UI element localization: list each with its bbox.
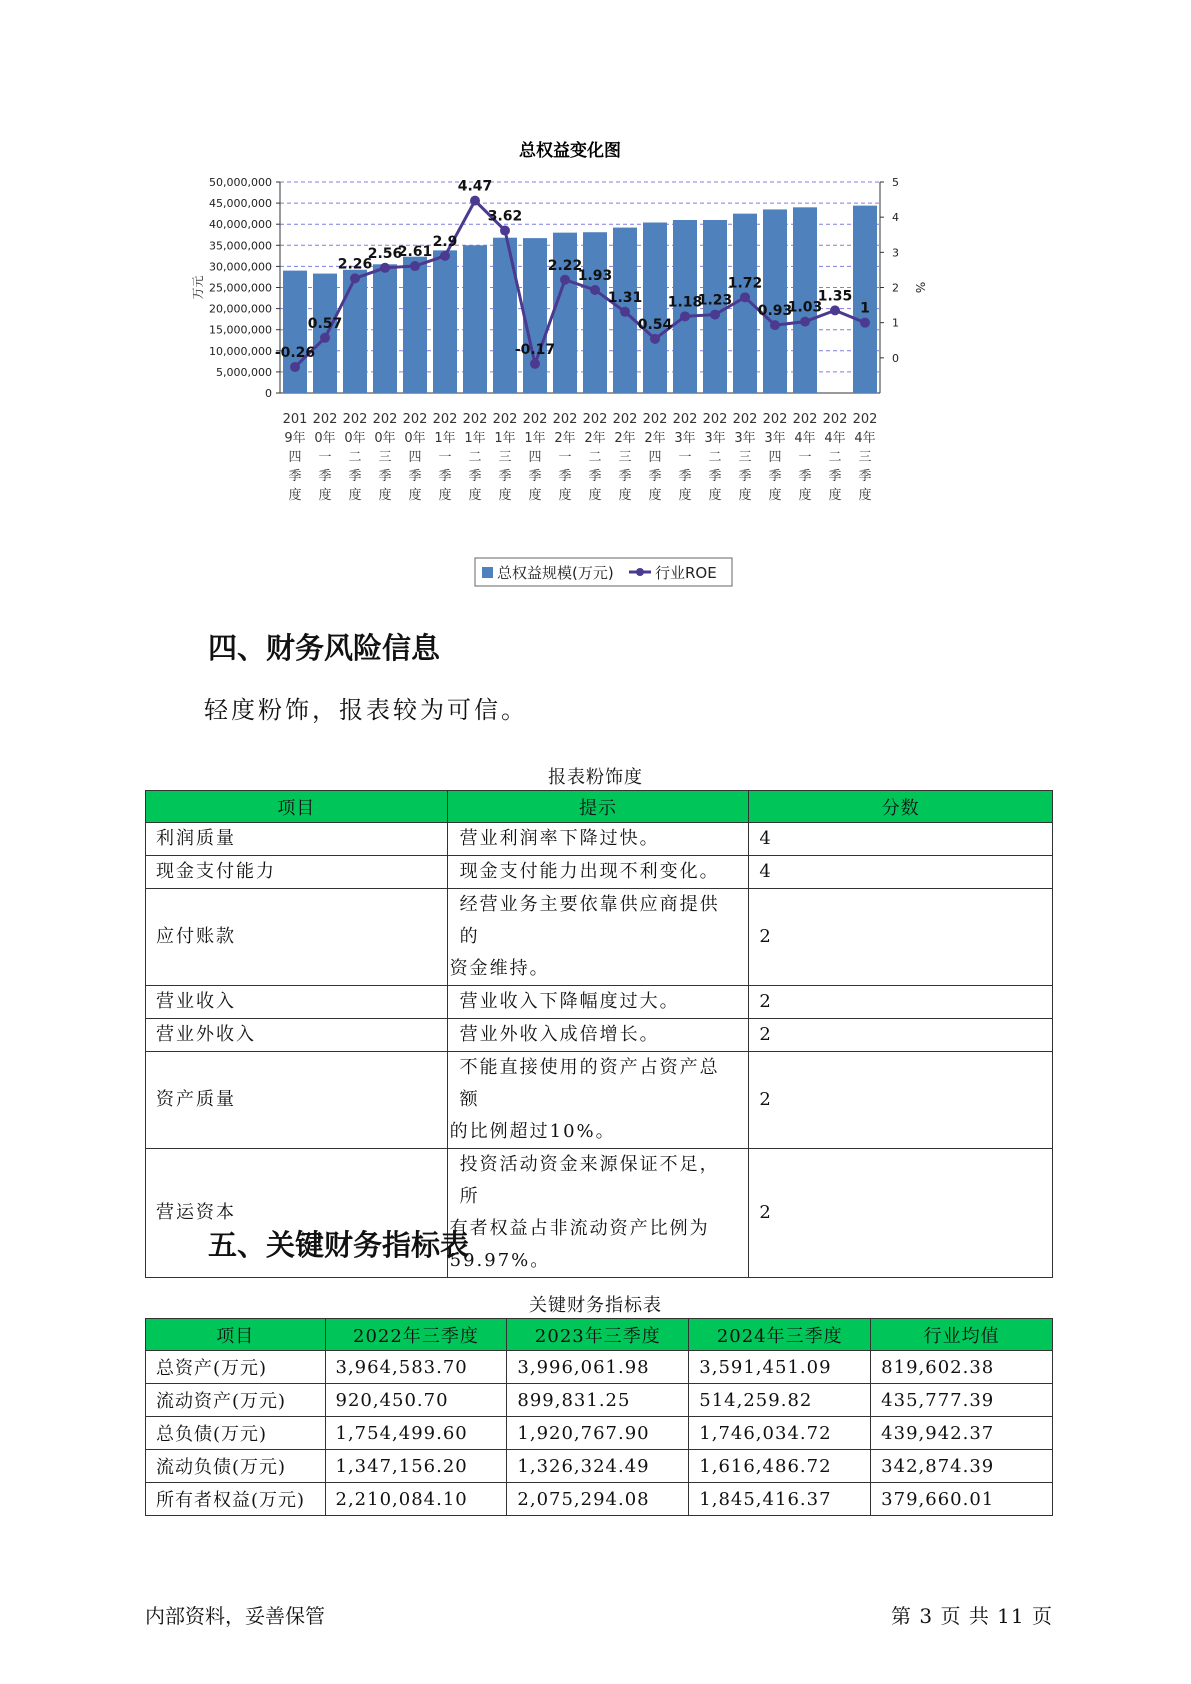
t1-row [146,1019,1053,1052]
x-tick-label: 202 [402,412,428,427]
whitewash-table [145,790,1053,1278]
t2-header: 行业均值 [871,1319,1053,1351]
footer-note: 内部资料，妥善保管 [145,1604,325,1628]
roe-data-label: -0.26 [274,344,316,361]
t2-value: 3,591,451.09 [689,1351,871,1384]
bar [643,223,667,393]
x-tick-label: 202 [792,412,818,427]
x-tick-label: 4年 [824,431,846,446]
roe-data-label: 1.31 [607,289,643,306]
roe-point [290,362,300,372]
roe-data-label: -0.17 [514,341,556,358]
t1-score: 2 [749,889,1053,986]
right-axis-name: % [913,281,927,294]
t2-value: 1,754,499.60 [325,1417,507,1450]
x-tick-label: 度 [738,488,752,503]
x-tick-label: 季 [438,469,452,484]
roe-point [470,196,480,206]
x-tick-label: 季 [468,469,482,484]
t1-hint-line: 59.97%。 [449,1250,551,1271]
t1-hint [447,1052,749,1149]
t2-value: 514,259.82 [689,1384,871,1417]
bar [283,271,307,393]
left-tick-label: 5,000,000 [216,365,272,379]
bar [403,257,427,393]
t1-row [146,1052,1053,1149]
x-tick-label: 0年 [314,431,336,446]
x-tick-label: 2年 [584,431,606,446]
x-tick-label: 202 [342,412,368,427]
t1-item: 应付账款 [146,889,448,986]
x-tick-label: 三 [498,450,512,465]
x-tick-label: 202 [762,412,788,427]
t1-score: 2 [749,1052,1053,1149]
roe-data-label: 2.22 [547,257,583,274]
chart-title: 总权益变化图 [519,141,621,161]
legend-bar-swatch [482,567,493,578]
bar [553,233,577,393]
t1-score: 2 [749,986,1053,1019]
x-tick-label: 202 [462,412,488,427]
x-tick-label: 度 [288,488,302,503]
left-tick-label: 15,000,000 [209,323,272,337]
x-tick-label: 季 [408,469,422,484]
x-tick-label: 202 [612,412,638,427]
t1-item: 营运资本 [146,1149,448,1278]
t2-value: 439,942.37 [871,1417,1053,1450]
x-tick-label: 二 [588,450,602,465]
roe-data-label: 3.62 [487,208,523,225]
left-tick-label: 50,000,000 [209,176,272,189]
t1-header: 提示 [447,791,749,823]
t1-hint-line: 营业利润率下降过快。 [459,828,660,849]
x-tick-label: 季 [828,469,842,484]
equity-chart [180,140,960,600]
x-tick-label: 季 [858,469,872,484]
x-tick-label: 一 [798,450,812,465]
t2-value: 2,210,084.10 [325,1483,507,1516]
bar [523,238,547,393]
t1-item: 营业外收入 [146,1019,448,1052]
x-tick-label: 202 [642,412,668,427]
t1-hint-line: 有者权益占非流动资产比例为 [449,1218,710,1239]
roe-data-label: 2.61 [397,244,433,261]
x-tick-label: 4年 [794,431,816,446]
x-tick-label: 度 [858,488,872,503]
x-tick-label: 201 [282,412,308,427]
t1-row [146,889,1053,986]
t2-value: 435,777.39 [871,1384,1053,1417]
t1-row [146,823,1053,856]
t1-header: 分数 [749,791,1053,823]
t2-row [146,1483,1053,1516]
x-tick-label: 3年 [734,431,756,446]
t1-score: 2 [749,1019,1053,1052]
roe-data-label: 1 [860,300,870,317]
roe-point [650,334,660,344]
t1-hint [447,856,749,889]
roe-point [860,318,870,328]
t2-value: 1,920,767.90 [507,1417,689,1450]
x-tick-label: 度 [408,488,422,503]
x-tick-label: 季 [588,469,602,484]
roe-data-label: 1.93 [577,267,613,284]
roe-data-label: 1.35 [817,288,853,305]
t2-item: 总资产(万元) [146,1351,326,1384]
t1-row [146,856,1053,889]
t1-hint-line: 现金支付能力出现不利变化。 [459,861,720,882]
x-tick-label: 度 [558,488,572,503]
roe-point [350,273,360,283]
roe-point [830,305,840,315]
roe-point [410,261,420,271]
t2-caption: 关键财务指标表 [529,1295,662,1316]
x-tick-label: 3年 [674,431,696,446]
roe-point [710,310,720,320]
roe-point [530,359,540,369]
left-tick-label: 45,000,000 [209,197,272,211]
page-number: 第 3 页 共 11 页 [891,1604,1053,1628]
roe-point [740,292,750,302]
x-tick-label: 度 [348,488,362,503]
x-tick-label: 季 [648,469,662,484]
t2-header: 2024年三季度 [689,1319,871,1351]
x-tick-label: 季 [288,469,302,484]
x-tick-label: 度 [528,488,542,503]
roe-point [770,320,780,330]
roe-data-label: 2.56 [367,245,403,262]
bar [853,206,877,393]
x-tick-label: 3年 [704,431,726,446]
x-tick-label: 度 [648,488,662,503]
x-tick-label: 1年 [494,431,516,446]
x-tick-label: 度 [468,488,482,503]
x-tick-label: 二 [348,450,362,465]
x-tick-label: 9年 [284,431,306,446]
x-tick-label: 2年 [554,431,576,446]
roe-point [320,333,330,343]
t1-hint [447,889,749,986]
x-tick-label: 二 [468,450,482,465]
x-tick-label: 季 [378,469,392,484]
roe-data-label: 2.26 [337,256,373,273]
roe-point [380,263,390,273]
t2-value: 379,660.01 [871,1483,1053,1516]
t1-item: 营业收入 [146,986,448,1019]
t1-header: 项目 [146,791,448,823]
x-tick-label: 度 [678,488,692,503]
equity-chart-svg [180,140,960,600]
x-tick-label: 季 [318,469,332,484]
t1-hint [447,823,749,856]
t2-header: 2023年三季度 [507,1319,689,1351]
t2-value: 1,326,324.49 [507,1450,689,1483]
t2-row [146,1384,1053,1417]
t2-value: 2,075,294.08 [507,1483,689,1516]
roe-data-label: 1.03 [787,299,823,316]
t2-value: 920,450.70 [325,1384,507,1417]
x-tick-label: 度 [438,488,452,503]
x-tick-label: 四 [408,450,422,465]
x-tick-label: 季 [738,469,752,484]
x-tick-label: 1年 [434,431,456,446]
x-tick-label: 季 [498,469,512,484]
x-tick-label: 三 [858,450,872,465]
t2-value: 819,602.38 [871,1351,1053,1384]
t2-item: 所有者权益(万元) [146,1483,326,1516]
x-tick-label: 202 [582,412,608,427]
section4-heading: 四、财务风险信息 [208,631,441,665]
bar [343,270,367,393]
right-tick-label: 0 [892,351,899,365]
bar [433,250,457,393]
x-tick-label: 2年 [644,431,666,446]
roe-point [440,251,450,261]
x-tick-label: 1年 [464,431,486,446]
t2-value: 899,831.25 [507,1384,689,1417]
left-axis-name: 万元 [191,275,205,300]
bar [493,238,517,393]
legend-label: 总权益规模(万元) [497,564,614,582]
t1-row [146,986,1053,1019]
right-tick-label: 2 [892,281,899,295]
x-tick-label: 度 [708,488,722,503]
t2-item: 总负债(万元) [146,1417,326,1450]
t1-score: 4 [749,823,1053,856]
roe-data-label: 1.23 [697,292,733,309]
left-tick-label: 25,000,000 [209,281,272,295]
t1-item: 资产质量 [146,1052,448,1149]
x-tick-label: 季 [798,469,812,484]
x-tick-label: 1年 [524,431,546,446]
x-tick-label: 度 [498,488,512,503]
x-tick-label: 202 [552,412,578,427]
x-tick-label: 四 [528,450,542,465]
x-tick-label: 度 [618,488,632,503]
x-tick-label: 季 [678,469,692,484]
x-tick-label: 202 [672,412,698,427]
t2-value: 342,874.39 [871,1450,1053,1483]
legend-label: 行业ROE [655,564,717,582]
x-tick-label: 三 [378,450,392,465]
legend-line-marker [636,568,644,576]
x-tick-label: 202 [822,412,848,427]
right-tick-label: 3 [892,246,899,260]
right-tick-label: 1 [892,316,899,330]
x-tick-label: 202 [372,412,398,427]
x-tick-label: 202 [852,412,878,427]
t2-value: 3,964,583.70 [325,1351,507,1384]
t1-hint-line: 的比例超过10%。 [449,1121,616,1142]
roe-data-label: 0.57 [307,315,343,332]
x-tick-label: 三 [618,450,632,465]
t1-hint-line: 营业收入下降幅度过大。 [459,991,680,1012]
left-tick-label: 30,000,000 [209,260,272,274]
t2-value: 1,845,416.37 [689,1483,871,1516]
right-tick-label: 5 [892,176,899,189]
section5-heading: 五、关键财务指标表 [208,1228,470,1262]
t1-hint-line: 经营业务主要依靠供应商提供的 [459,894,720,947]
x-tick-label: 四 [768,450,782,465]
x-tick-label: 四 [288,450,302,465]
t2-value: 1,746,034.72 [689,1417,871,1450]
x-tick-label: 2年 [614,431,636,446]
risk-summary: 轻度粉饰，报表较为可信。 [204,696,528,724]
x-tick-label: 一 [678,450,692,465]
t1-hint [447,1019,749,1052]
roe-point [620,307,630,317]
roe-point [500,226,510,236]
x-tick-label: 度 [828,488,842,503]
t2-value: 1,616,486.72 [689,1450,871,1483]
t1-item: 利润质量 [146,823,448,856]
roe-point [800,317,810,327]
x-tick-label: 季 [618,469,632,484]
left-tick-label: 10,000,000 [209,344,272,358]
roe-data-label: 2.9 [432,233,458,250]
left-tick-label: 0 [265,387,272,400]
t2-header: 2022年三季度 [325,1319,507,1351]
x-tick-label: 二 [708,450,722,465]
bar [583,232,607,393]
t1-hint [447,986,749,1019]
x-tick-label: 三 [738,450,752,465]
key-indicator-table [145,1318,1053,1516]
roe-point [590,285,600,295]
x-tick-label: 202 [432,412,458,427]
right-tick-label: 4 [892,211,899,225]
x-tick-label: 0年 [374,431,396,446]
x-tick-label: 4年 [854,431,876,446]
x-tick-label: 0年 [404,431,426,446]
x-tick-label: 季 [768,469,782,484]
bar [373,264,397,393]
roe-point [560,275,570,285]
t2-row [146,1351,1053,1384]
left-tick-label: 20,000,000 [209,302,272,316]
x-tick-label: 0年 [344,431,366,446]
t2-header: 项目 [146,1319,326,1351]
x-tick-label: 四 [648,450,662,465]
t1-score: 2 [749,1149,1053,1278]
t1-hint-line: 营业外收入成倍增长。 [459,1024,660,1045]
t1-item: 现金支付能力 [146,856,448,889]
x-tick-label: 度 [798,488,812,503]
bar [763,209,787,393]
t2-item: 流动负债(万元) [146,1450,326,1483]
t1-score: 4 [749,856,1053,889]
x-tick-label: 度 [318,488,332,503]
x-tick-label: 度 [768,488,782,503]
roe-data-label: 0.93 [757,303,793,320]
t2-value: 3,996,061.98 [507,1351,689,1384]
t2-row [146,1450,1053,1483]
t2-value: 1,347,156.20 [325,1450,507,1483]
x-tick-label: 季 [348,469,362,484]
x-tick-label: 一 [558,450,572,465]
x-tick-label: 202 [732,412,758,427]
roe-data-label: 4.47 [457,178,493,195]
x-tick-label: 度 [378,488,392,503]
left-tick-label: 40,000,000 [209,218,272,232]
x-tick-label: 季 [708,469,722,484]
t1-caption: 报表粉饰度 [548,767,643,788]
x-tick-label: 202 [492,412,518,427]
x-tick-label: 二 [828,450,842,465]
roe-data-label: 0.54 [637,316,673,333]
left-tick-label: 35,000,000 [209,239,272,253]
roe-data-label: 1.72 [727,275,763,292]
t2-item: 流动资产(万元) [146,1384,326,1417]
t1-hint-line: 投资活动资金来源保证不足，所 [459,1154,720,1207]
x-tick-label: 一 [438,450,452,465]
x-tick-label: 季 [558,469,572,484]
roe-data-label: 1.18 [667,294,703,311]
t1-hint-line: 资金维持。 [449,958,550,979]
t1-hint [447,1149,749,1278]
x-tick-label: 度 [588,488,602,503]
x-tick-label: 季 [528,469,542,484]
t1-hint-line: 不能直接使用的资产占资产总额 [459,1057,720,1110]
roe-point [680,311,690,321]
x-tick-label: 202 [522,412,548,427]
x-tick-label: 202 [312,412,338,427]
bar [463,245,487,393]
x-tick-label: 一 [318,450,332,465]
t2-row [146,1417,1053,1450]
x-tick-label: 3年 [764,431,786,446]
x-tick-label: 202 [702,412,728,427]
